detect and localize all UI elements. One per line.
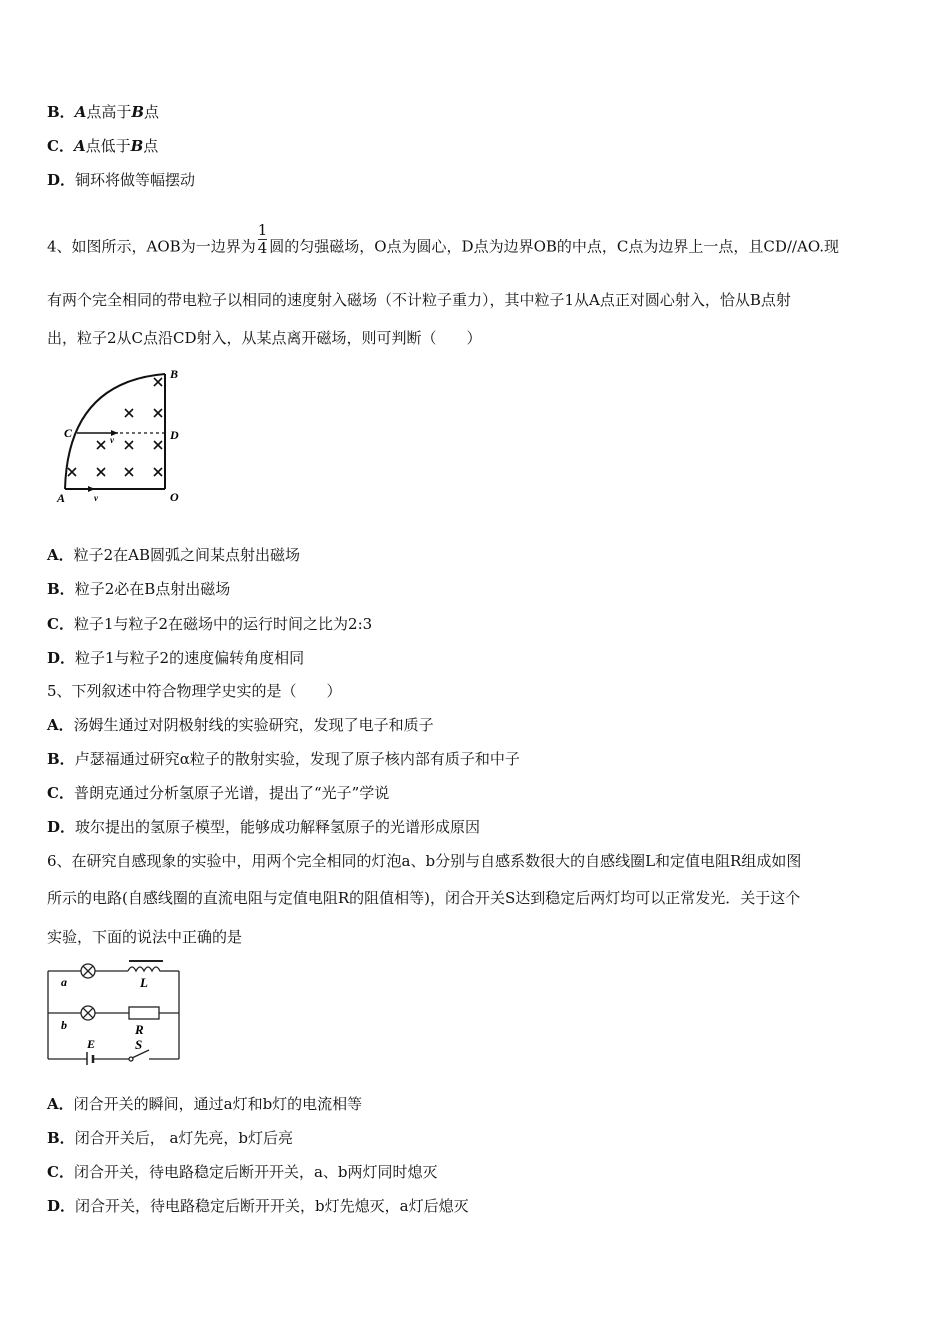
svg-text:L: L xyxy=(140,975,148,990)
svg-text:b: b xyxy=(61,1018,67,1032)
q4-option-d: D．粒子1与粒子2的速度偏转角度相同 xyxy=(47,649,305,667)
q5-option-a: A．汤姆生通过对阴极射线的实验研究，发现了电子和质子 xyxy=(47,716,434,734)
svg-text:a: a xyxy=(61,975,67,989)
q6-stem-line1: 6、在研究自感现象的实验中，用两个完全相同的灯泡a、b分别与自感系数很大的自感线圈L和定值电阻R组成如图 xyxy=(47,852,802,870)
q3-option-c: C．A点低于B点 xyxy=(47,137,159,155)
quarter-circle-magnetic-field-figure xyxy=(50,362,190,507)
q4-option-a: A．粒子2在AB圆弧之间某点射出磁场 xyxy=(47,546,301,564)
q6-option-b: B．闭合开关后， a灯先亮，b灯后亮 xyxy=(47,1129,294,1147)
q6-option-c: C．闭合开关，待电路稳定后断开开关，a、b两灯同时熄灭 xyxy=(47,1163,438,1181)
svg-text:S: S xyxy=(135,1037,143,1052)
svg-text:A: A xyxy=(57,491,66,505)
svg-text:v: v xyxy=(94,493,98,503)
q5-option-b: B．卢瑟福通过研究α粒子的散射实验，发现了原子核内部有质子和中子 xyxy=(47,750,520,768)
q6-stem-line2: 所示的电路(自感线圈的直流电阻与定值电阻R的阻值相等)，闭合开关S达到稳定后两灯均可以正常发光．关于这个 xyxy=(47,889,801,907)
q6-option-d: D．闭合开关，待电路稳定后断开开关，b灯先熄灭，a灯后熄灭 xyxy=(47,1197,469,1215)
q6-stem-line3: 实验，下面的说法中正确的是 xyxy=(47,928,243,946)
q5-option-d: D．玻尔提出的氢原子模型，能够成功解释氢原子的光谱形成原因 xyxy=(47,818,481,836)
q4-option-c: C．粒子1与粒子2在磁场中的运行时间之比为2:3 xyxy=(47,615,373,633)
svg-text:v: v xyxy=(110,435,114,445)
svg-text:D: D xyxy=(170,428,179,442)
q5-stem: 5、下列叙述中符合物理学史实的是（ ） xyxy=(47,682,342,700)
q5-option-c: C．普朗克通过分析氢原子光谱，提出了“光子”学说 xyxy=(47,784,390,802)
q4-stem-line1: 4、如图所示，AOB为一边界为 $\frac{1}{4}$ 圆的匀强磁场，O点为圆心，D点为边界OB的中点，C点为边界上一点，且CD//AO.现 xyxy=(47,221,840,257)
q3-option-b: B．A点高于B点 xyxy=(47,103,160,121)
svg-text:O: O xyxy=(170,490,179,504)
q4-option-b: B．粒子2必在B点射出磁场 xyxy=(47,580,231,598)
q4-stem-line2: 有两个完全相同的带电粒子以相同的速度射入磁场（不计粒子重力），其中粒子1从A点正对圆心射入，恰从B点射 xyxy=(47,291,791,309)
svg-text:B: B xyxy=(170,367,179,381)
self-inductance-circuit-figure xyxy=(45,957,185,1065)
q3-option-d: D．铜环将做等幅摆动 xyxy=(47,171,196,189)
fraction-one-quarter: $\frac{1}{4}$ xyxy=(257,221,268,257)
svg-text:E: E xyxy=(87,1037,96,1051)
svg-text:C: C xyxy=(64,426,73,440)
q4-stem-line3: 出，粒子2从C点沿CD射入，从某点离开磁场，则可判断（ ） xyxy=(47,329,482,347)
q6-option-a: A．闭合开关的瞬间，通过a灯和b灯的电流相等 xyxy=(47,1095,363,1113)
svg-text:R: R xyxy=(135,1022,144,1037)
